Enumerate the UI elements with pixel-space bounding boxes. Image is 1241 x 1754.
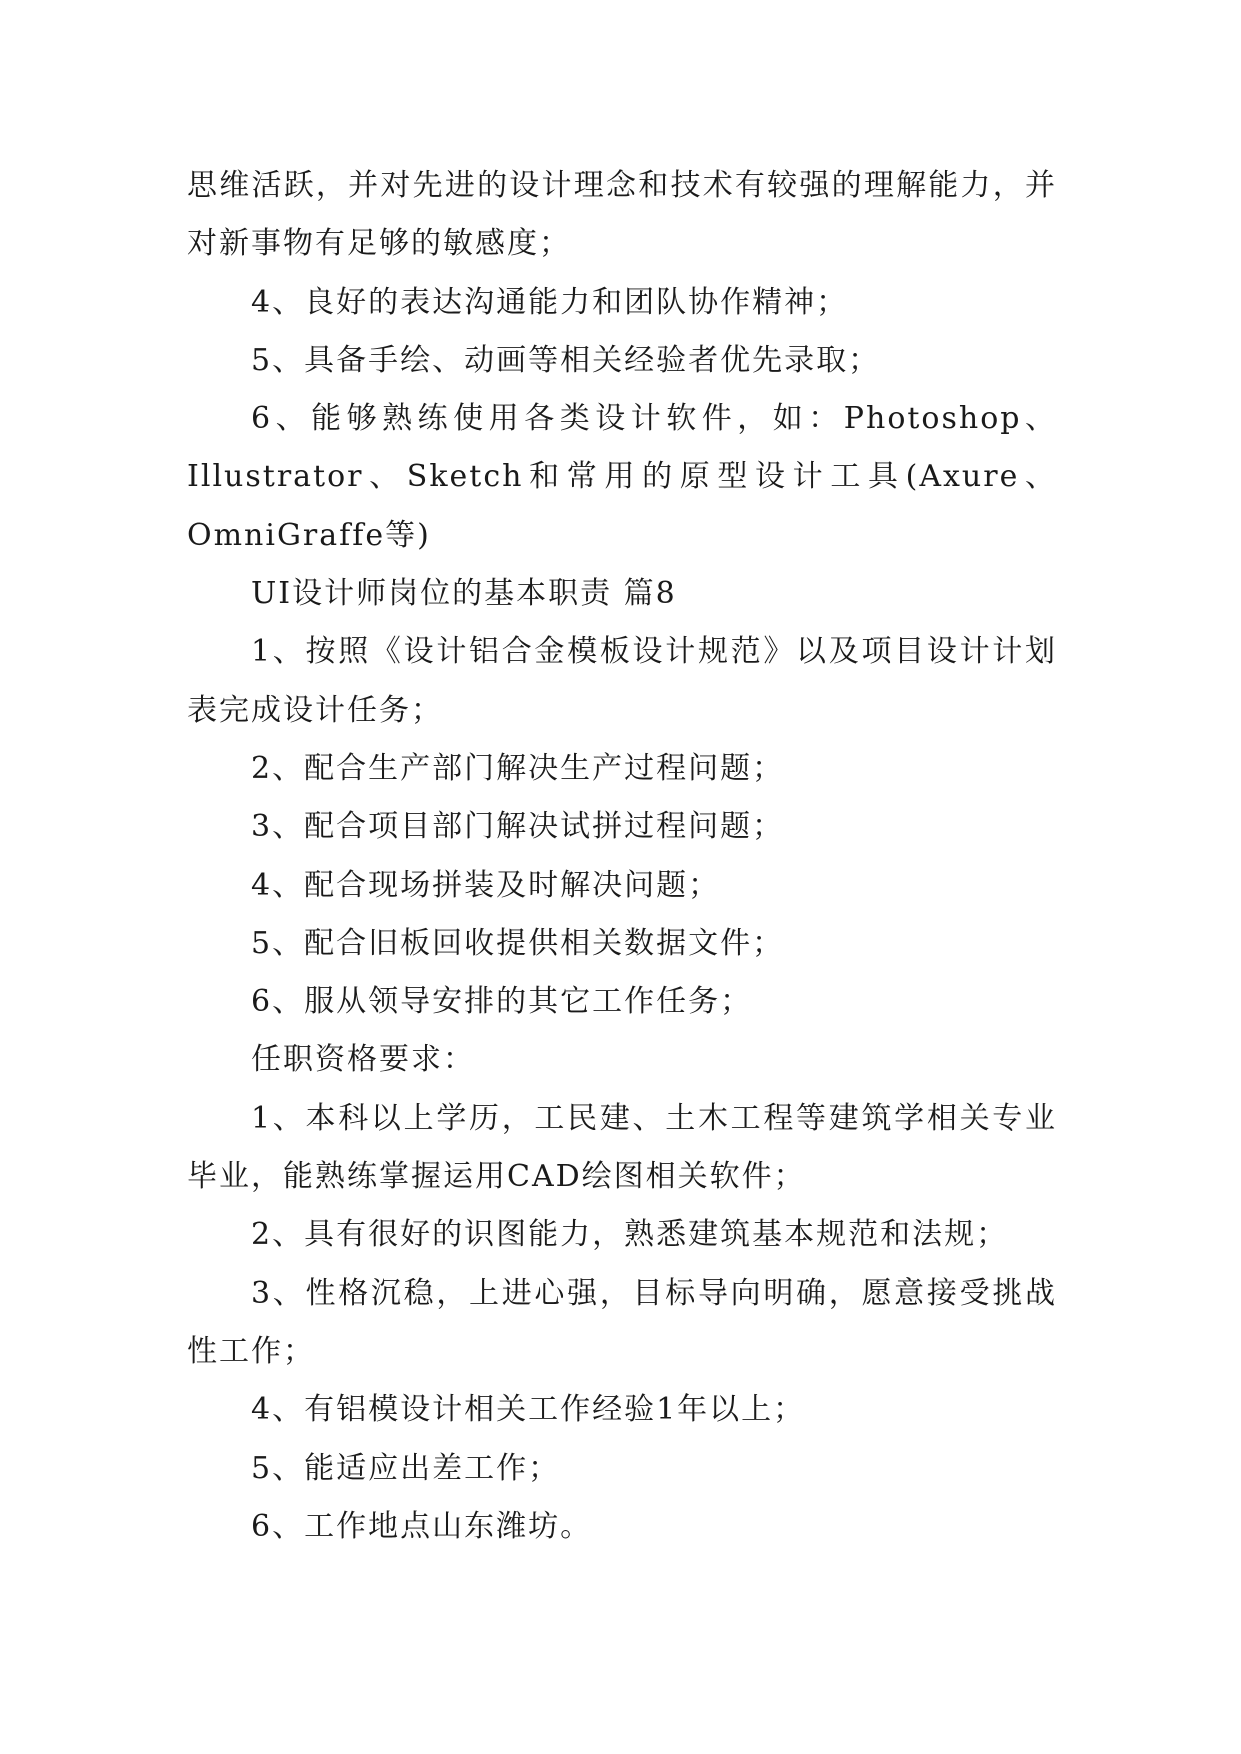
- paragraph-item: 6、服从领导安排的其它工作任务；: [251, 984, 753, 1020]
- paragraph-item: 2、配合生产部门解决生产过程问题；: [251, 750, 785, 786]
- paragraph-item: 4、有铝模设计相关工作经验1年以上；: [251, 1392, 806, 1428]
- paragraph-item: 5、具备手绘、动画等相关经验者优先录取；: [251, 342, 881, 378]
- paragraph-item: 3、性格沉稳，上进心强，目标导向明确，愿意接受挑战性工作；: [187, 1275, 1057, 1369]
- section-heading: UI设计师岗位的基本职责 篇8: [251, 576, 677, 612]
- paragraph-item: 5、能适应出差工作；: [251, 1450, 561, 1486]
- paragraph-item: 4、良好的表达沟通能力和团队协作精神；: [251, 284, 849, 320]
- paragraph-continuation: 思维活跃，并对先进的设计理念和技术有较强的理解能力，并对新事物有足够的敏感度；: [187, 168, 1057, 262]
- paragraph-item: 2、具有很好的识图能力，熟悉建筑基本规范和法规；: [251, 1217, 1009, 1253]
- paragraph-item: 5、配合旧板回收提供相关数据文件；: [251, 925, 785, 961]
- paragraph-item: 3、配合项目部门解决试拼过程问题；: [251, 809, 785, 845]
- paragraph-item: 6、工作地点山东潍坊。: [251, 1508, 593, 1544]
- paragraph-item: 4、配合现场拼装及时解决问题；: [251, 867, 721, 903]
- paragraph-item: 1、本科以上学历，工民建、土木工程等建筑学相关专业毕业，能熟练掌握运用CAD绘图相关软件；: [187, 1100, 1057, 1195]
- document-body: [187, 157, 1057, 1556]
- paragraph-item: 1、按照《设计铝合金模板设计规范》以及项目设计计划表完成设计任务；: [187, 634, 1057, 728]
- paragraph-item: 6、能够熟练使用各类设计软件，如：Photoshop、Illustrator、Sketch和常用的原型设计工具(Axure、OmniGraffe等): [187, 401, 1057, 553]
- subsection-heading: 任职资格要求：: [251, 1042, 475, 1078]
